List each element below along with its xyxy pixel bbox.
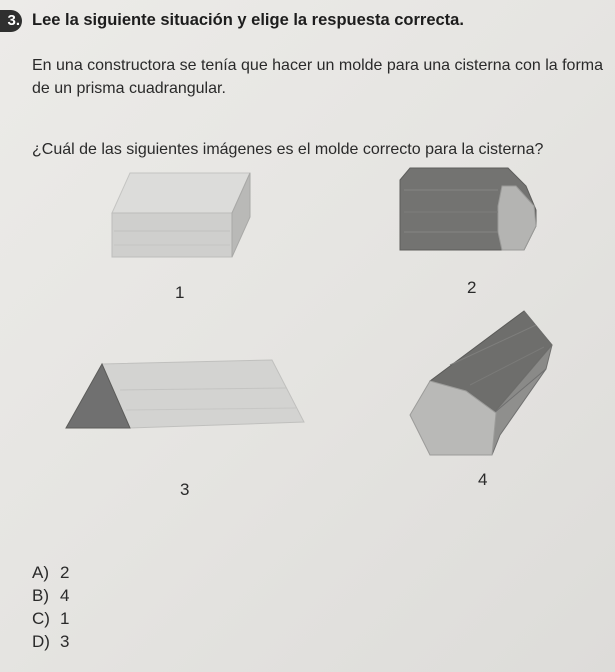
figure-4-pentagonal-prism — [400, 305, 560, 465]
option-a[interactable] — [32, 561, 69, 584]
figure-3-triangular-prism — [60, 352, 310, 432]
question-prompt: ¿Cuál de las siguientes imágenes es el molde correcto para la cisterna? — [32, 141, 544, 158]
question-instruction: Lee la siguiente situación y elige la respuesta correcta. — [32, 11, 464, 29]
figure-1-label: 1 — [175, 283, 185, 302]
option-value: 1 — [60, 609, 70, 628]
question-context: En una constructora se tenía que hacer un molde para una cisterna con la forma de un prisma cuadrangular. — [32, 57, 604, 97]
question-number: 3. — [0, 10, 22, 32]
option-letter: A) — [32, 563, 49, 582]
figure-2-label: 2 — [467, 278, 477, 297]
option-value: 2 — [60, 563, 70, 582]
option-letter: D) — [32, 632, 50, 651]
answer-options — [32, 561, 69, 653]
option-b[interactable] — [32, 584, 69, 607]
option-letter: B) — [32, 586, 49, 605]
option-c[interactable] — [32, 607, 69, 630]
figure-4-label: 4 — [478, 470, 488, 489]
option-value: 3 — [60, 632, 70, 651]
option-letter: C) — [32, 609, 50, 628]
figure-3-label: 3 — [180, 480, 190, 499]
option-d[interactable] — [32, 630, 69, 653]
figure-1-rectangular-prism — [100, 165, 260, 265]
figure-2-octagonal-prism — [390, 160, 545, 260]
option-value: 4 — [60, 586, 70, 605]
